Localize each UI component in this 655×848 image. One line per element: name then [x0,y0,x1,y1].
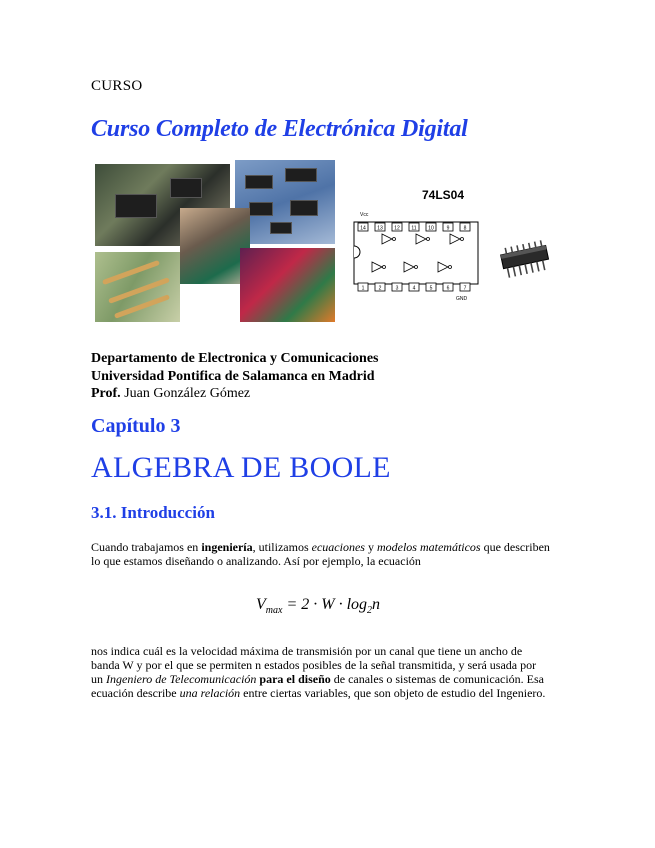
ic-pin-number: 8 [463,225,467,232]
professor-line [91,386,250,402]
ic-pin-number: 2 [378,285,382,292]
university-name: Universidad Pontifica de Salamanca en Madrid [91,369,375,384]
chip [270,222,292,234]
ic-pin-number: 1 [361,285,365,292]
formula-n: n [372,596,381,613]
dip-chip-icon [496,238,554,280]
prof-prefix: Prof. [91,386,121,401]
bottom-pin-row [358,283,470,292]
intro-paragraph-1 [91,540,551,568]
resistors-photo [95,252,180,322]
top-pin-row [358,223,470,232]
text-run: entre ciertas variables, que son objeto de estudio del Ingeniero. [240,686,546,700]
italic-term: Ingeniero de Telecomunicación [106,672,257,686]
bold-term: ingeniería [201,540,253,554]
ic-pin-number: 13 [377,225,383,232]
bold-term: para el diseño [259,672,331,686]
italic-term: modelos matemáticos [376,540,481,554]
ic-pin-number: 6 [446,285,450,292]
chip [290,200,318,216]
formula-v: V [256,596,266,613]
ic-pin-number: 4 [412,285,416,292]
italic-term: ecuaciones [311,540,365,554]
text-run: que describen lo que estamos diseñando o analizando. Así por ejemplo, la ecuación [91,540,550,568]
ic-pin-number: 7 [463,285,467,292]
section-heading: 3.1. Introducción [91,503,215,522]
formula-v-sub: max [265,605,283,617]
ic-pin-number: 9 [446,225,450,232]
professor-name: Juan González Gómez [124,386,251,401]
text-run: y [364,540,377,554]
text-run: , utilizamos [252,540,312,554]
chip [249,202,273,216]
ic-pin-number: 5 [429,285,433,292]
board-chip [170,178,202,198]
course-kicker: CURSO [91,78,143,94]
course-title: Curso Completo de Electrónica Digital [91,116,468,142]
shannon-formula [256,596,380,616]
board-chip [115,194,157,218]
electronics-photo-collage [95,160,335,322]
italic-term: una relación [179,686,241,700]
text-run: Cuando trabajamos en [91,540,202,554]
chip [245,175,273,189]
affiliation-block [91,350,378,386]
department-name: Departamento de Electronica y Comunicaciones [91,351,379,366]
chapter-label: Capítulo 3 [91,415,181,437]
formula-body: = 2 · W · log [282,596,368,613]
chapter-title: ALGEBRA DE BOOLE [91,451,391,484]
ic-pin-number: 11 [411,225,417,232]
text-run: de canales o sistemas de comunicación. Esa ecuación describe [91,672,545,700]
chips-photo [235,160,335,244]
intro-paragraph-2 [91,644,551,700]
ic-pinout-diagram [352,190,482,302]
ic-pin-number: 10 [428,225,434,232]
resistor [102,260,160,285]
colored-pcb-photo [240,248,335,322]
gnd-label: GND [456,296,468,302]
formula-log-base: 2 [367,605,373,617]
ic-pin-number: 14 [360,225,366,232]
ic-pin-number: 3 [395,285,399,292]
chip [285,168,317,182]
text-run: nos indica cuál es la velocidad máxima de transmisión por un canal que tiene un ancho de banda W y por el que se permiten n estados posibles de la señal transmitida, y será usada por un [91,644,537,686]
ic-chip-name: 74LS04 [422,188,465,202]
vcc-label: Vcc [360,212,369,218]
ic-pin-number: 12 [394,225,400,232]
